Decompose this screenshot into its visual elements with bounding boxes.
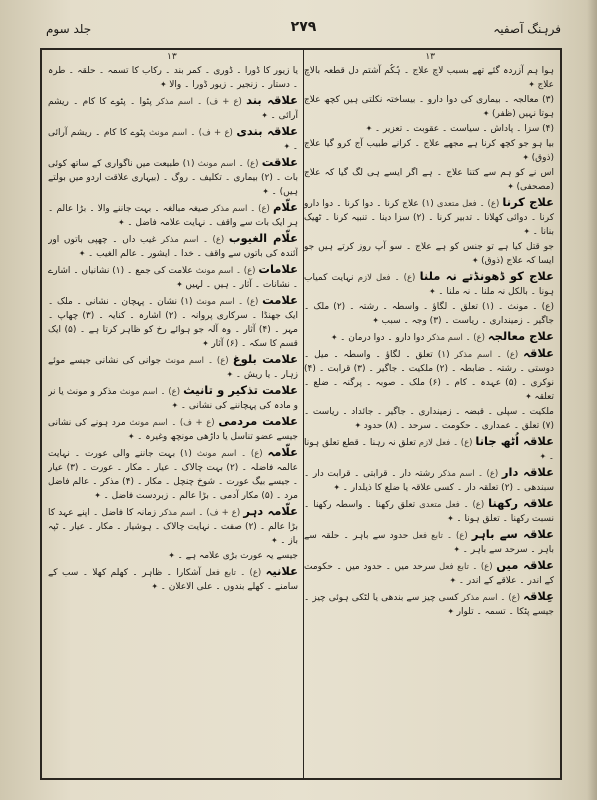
entry-end-mark: ✦ bbox=[127, 432, 138, 441]
column-number-right: ۱۳ bbox=[425, 52, 435, 62]
entry-end-mark: ✦ bbox=[226, 370, 236, 379]
entry-definition: علامت کی جمع ۔ (۱) نشانیاں ۔ اشارے ۔ نشانات ۔ آثار ۔ ہیں ۔ لہیں bbox=[48, 266, 298, 290]
entry-end-mark: ✦ bbox=[271, 536, 281, 545]
entry-headword: علاقت bbox=[261, 155, 298, 169]
entry-headword: علامات bbox=[258, 262, 298, 276]
entry-headword: علامت مردمی bbox=[218, 414, 298, 428]
volume-label: جلد سوم bbox=[46, 22, 92, 36]
dictionary-entry bbox=[48, 262, 298, 292]
entry-end-mark: ✦ bbox=[171, 401, 181, 410]
entry-headword: علاقہ دار bbox=[501, 465, 554, 479]
entry-grammar: (ع) ۔ اسم مونث bbox=[165, 356, 229, 366]
dictionary-entry bbox=[48, 352, 298, 382]
entry-grammar: (ع) ۔ اسم مذکر bbox=[211, 204, 270, 214]
dictionary-entry bbox=[304, 93, 554, 121]
entry-grammar: (ع + ف) ۔ اسم مونث bbox=[129, 418, 215, 428]
dictionary-entry bbox=[48, 200, 298, 230]
entry-end-mark: ✦ bbox=[372, 316, 382, 325]
entry-definition: آشکارا ۔ ظاہر ۔ کھلم کھلا ۔ سب کے سامنے ۔ کھلے بندوں ۔ علی الاعلان ۔ bbox=[48, 568, 298, 592]
entry-headword: علامت bbox=[262, 293, 298, 307]
dictionary-entry bbox=[304, 122, 554, 136]
entry-definition: (۳) معالجہ ۔ بیماری کی دوا دارو ۔ بیساختہ نکلتی ہیں کچھ علاج ہوتا نہیں (ظفر) bbox=[304, 95, 554, 119]
entry-grammar: (ع) ۔ اسم مذکر bbox=[427, 333, 485, 343]
entry-end-mark: ✦ bbox=[449, 576, 459, 585]
dictionary-entry bbox=[48, 293, 298, 351]
entry-headword: علاقہ میں bbox=[496, 558, 554, 572]
entry-definition: کسی چیز سے بندھی یا لٹکی ہوئی چیز ۔ جیسے پٹکا ۔ تسمہ ۔ تلوار bbox=[304, 593, 554, 617]
dictionary-entry bbox=[304, 64, 554, 92]
dictionary-entry bbox=[304, 240, 554, 268]
entry-definition: (۱) نشان ۔ پہچان ۔ نشانی ۔ ملک ۔ ایک جھنڈا ۔ سرکاری پروانہ ۔ (۲) اشارہ ۔ کنایہ ۔ (۳) چھاپ ۔ مہر ۔ (۴) آثار ۔ وہ آلہ جو ہوائے رخ کو ظاہر کرتا ہے ۔ (۵) ایک قسم کا سکہ ۔ (۶) آثار bbox=[48, 297, 298, 349]
dictionary-entry bbox=[48, 414, 298, 444]
entry-grammar: (ع) ۔ فعل لازم bbox=[418, 438, 473, 448]
dictionary-entry bbox=[304, 527, 554, 557]
entry-definition: غیب داں ۔ چھپی باتوں اور آئندہ کی باتوں سے واقف ۔ خدا ۔ ایشور ۔ عالم الغیب ۔ bbox=[48, 235, 298, 259]
dictionary-entry bbox=[48, 549, 298, 563]
dictionary-entry bbox=[304, 269, 554, 299]
entry-grammar: (ع) ۔ فعل متعدی bbox=[436, 199, 500, 209]
right-column bbox=[304, 64, 554, 772]
entry-end-mark: ✦ bbox=[507, 182, 517, 191]
entry-grammar: (ع + ف) ۔ اسم مذکر bbox=[159, 508, 241, 518]
dictionary-entry bbox=[304, 589, 554, 619]
entry-grammar: (ع) ۔ اسم مذکر bbox=[438, 469, 499, 479]
dictionary-entry bbox=[48, 93, 298, 123]
dictionary-entry bbox=[304, 465, 554, 495]
dictionary-entry bbox=[304, 329, 554, 345]
entry-grammar: (ع) ۔ فعل متعدی bbox=[419, 500, 485, 510]
dictionary-entry bbox=[48, 504, 298, 548]
entry-definition: (۱) طبیعت میں ناگواری کے ساتھ کوئی بات ۔ (۲) بیماری ۔ تکلیف ۔ روگ ۔ (بیہاری علاقت اردو میں بولتے ہیں) ۔ bbox=[48, 159, 298, 197]
entry-definition: تعلق رکھنا ۔ واسطہ رکھنا ۔ نسبت رکھنا ۔ تعلق ہونا ۔ bbox=[304, 500, 554, 524]
entry-definition: یا زیور کا ڈورا ۔ ڈوری ۔ کمر بند ۔ رکاب کا تسمہ ۔ حلقہ ۔ طرہ ۔ دستار ۔ زنجیر ۔ زیور ڈورا ۔ والا bbox=[48, 66, 298, 90]
entry-end-mark: ✦ bbox=[94, 491, 104, 500]
entry-definition: بیا ہو جو کچھ کرنا ہے مجھے علاج ۔ کرانے طبیب آج کرو گیا علاج (ذوق) bbox=[304, 139, 554, 163]
entry-headword: علاقہ سے باہر bbox=[471, 527, 554, 541]
entry-end-mark: ✦ bbox=[528, 80, 538, 89]
entry-end-mark: ✦ bbox=[160, 80, 170, 89]
entry-grammar: (ع) ۔ فعل لازم bbox=[357, 273, 416, 283]
entry-definition: اس نے کو ہم سے کتنا علاج ۔ ہے اگر ایسے ہی لگ گیا کہ علاج (مصحفی) bbox=[304, 168, 554, 192]
entry-grammar: (ع) ۔ اسم مونث bbox=[197, 159, 259, 169]
entry-headword: علّامہ دہر bbox=[243, 504, 298, 518]
entry-headword: علّامہ bbox=[267, 445, 298, 459]
entry-definition: ہوا ہم آزردہ گئے تھے بسبب لاچ علاج ۔ ہُکُم آشتم دل قطعہ بالاچ علاج bbox=[304, 66, 554, 90]
dictionary-entry bbox=[48, 231, 298, 261]
entry-end-mark: ✦ bbox=[471, 256, 482, 265]
entry-end-mark: ✦ bbox=[283, 142, 293, 151]
dictionary-entry bbox=[48, 124, 298, 154]
page-edge-shadow bbox=[587, 0, 597, 800]
entry-definition: (ع) ۔ مونث ۔ (۱) تعلق ۔ لگاؤ ۔ واسطہ ۔ رشتہ ۔ (۲) ملک ۔ جاگیر ۔ زمینداری ۔ ریاست ۔ (۳) وجہ ۔ سبب bbox=[304, 302, 554, 326]
entry-headword: علانیہ bbox=[265, 564, 298, 578]
book-title: فرہنگ آصفیہ bbox=[493, 22, 561, 36]
dictionary-entry bbox=[48, 155, 298, 199]
column-number-left: ۱۳ bbox=[167, 52, 177, 62]
entry-headword: علاج کرنا bbox=[502, 195, 554, 209]
entry-end-mark: ✦ bbox=[354, 421, 364, 430]
entry-grammar: (ع) ۔ اسم مذکر bbox=[161, 235, 225, 245]
entry-end-mark: ✦ bbox=[117, 218, 128, 227]
entry-headword: علاقہ رکھنا bbox=[488, 496, 554, 510]
page-header bbox=[40, 18, 567, 42]
entry-definition: (۴) سزا ۔ پاداش ۔ سیاست ۔ عقوبت ۔ تعزیر ۔ bbox=[374, 124, 554, 134]
entry-definition: رشتہ دار ۔ قرابتی ۔ قرابت دار ۔ سبندھی ۔ (۲) تعلقہ دار ۔ کسی علاقہ یا ضلع کا ذیلدار ۔ bbox=[304, 469, 554, 493]
entry-definition: پٹوا ۔ پٹوے کا کام ۔ ریشم آرائی ۔ bbox=[48, 97, 298, 121]
entry-end-mark: ✦ bbox=[522, 153, 532, 162]
entry-grammar: (ع + ف) ۔ اسم مونث bbox=[148, 128, 233, 138]
entry-grammar: (ع) ۔ تابع فعل bbox=[412, 531, 468, 541]
dictionary-entry bbox=[304, 558, 554, 588]
entry-definition: سرحد میں ۔ حدود میں ۔ حکومت کے اندر ۔ علاقے کے اندر ۔ bbox=[304, 562, 554, 586]
entry-definition: صیغہ مبالغہ ۔ بہت جاننے والا ۔ بڑا عالم ۔ ہر ایک بات سے واقف ۔ نہایت علامہ فاضل ۔ bbox=[48, 204, 298, 228]
entry-end-mark: ✦ bbox=[365, 124, 375, 133]
dictionary-entry bbox=[48, 564, 298, 594]
entry-headword: علّام الغیوب bbox=[228, 231, 298, 245]
entry-headword: علاقہ بند bbox=[246, 93, 298, 107]
entry-end-mark: ✦ bbox=[261, 111, 271, 120]
entry-grammar: (ع) ۔ اسم مونث bbox=[196, 449, 263, 459]
dictionary-entry bbox=[304, 166, 554, 194]
entry-definition: مرد ہونے کی نشانی جیسے عضو تناسل یا داڑھی مونچھ وغیرہ ۔ bbox=[48, 418, 298, 442]
entry-definition: (۱) بہت جاننے والی عورت ۔ نہایت عالمہ فاضلہ ۔ (۲) بہت چالاک ۔ عیار ۔ مکار ۔ عورت ۔ (۳) عیار ۔ جیسے بیگ عورت ۔ شوخ چنچل ۔ مکار ۔ (۴) مذکر ۔ عالم فاضل مرد ۔ (۵) مکار آدمی ۔ بڑا عالم ۔ زبردست فاضل ۔ bbox=[48, 449, 298, 501]
text-frame bbox=[40, 48, 562, 780]
entry-headword: علّام bbox=[272, 200, 298, 214]
entry-grammar: (ع) ۔ اسم مذکر bbox=[454, 350, 519, 360]
entry-end-mark: ✦ bbox=[429, 287, 439, 296]
entry-headword: علاج کو ڈھونڈتے نہ ملنا bbox=[419, 269, 554, 283]
entry-grammar: (ع + ف) ۔ اسم مذکر bbox=[156, 97, 242, 107]
entry-end-mark: ✦ bbox=[168, 551, 178, 560]
entry-definition: تعلق نہ رہنا ۔ قطع تعلق ہونا ۔ bbox=[304, 438, 554, 462]
entry-grammar: (ع) ۔ اسم مونث bbox=[195, 266, 256, 276]
entry-definition: نہایت کمیاب ہونا ۔ بالکل نہ ملنا ۔ نہ ملنا ۔ bbox=[304, 273, 554, 297]
entry-definition: جوانی کی نشانی جیسے موئے زہار ۔ یا ریش ۔ bbox=[48, 356, 298, 380]
entry-end-mark: ✦ bbox=[447, 514, 457, 523]
entry-end-mark: ✦ bbox=[333, 483, 343, 492]
entry-end-mark: ✦ bbox=[151, 582, 161, 591]
entry-grammar: (ع) ۔ تابع فعل bbox=[205, 568, 262, 578]
dictionary-entry bbox=[304, 137, 554, 165]
entry-headword: علاقہ بندی bbox=[236, 124, 298, 138]
entry-end-mark: ✦ bbox=[176, 280, 186, 289]
entry-end-mark: ✦ bbox=[482, 109, 493, 118]
entry-end-mark: ✦ bbox=[539, 452, 549, 461]
entry-definition: ملکیت ۔ سپلی ۔ قبضہ ۔ زمینداری ۔ جاگیر ۔ جائداد ۔ ریاست ۔ (۷) تعلق ۔ عمداری ۔ حکومت ۔ سرحد ۔ (۸) حدود bbox=[304, 407, 554, 431]
entry-definition: مذکر و مونث یا نر و مادہ کی پہچاننے کی نشانی ۔ bbox=[48, 387, 298, 411]
entry-headword: علاقہ اُٹھ جانا bbox=[475, 434, 554, 448]
entry-definition: پٹوے کا کام ۔ ریشم آرائی ۔ bbox=[48, 128, 298, 152]
entry-definition: جو قتل کیا ہے تو جنس کو ہے علاج ۔ سو آپ روز کرتے ہیں جو ایسا کہ علاج (ذوق) bbox=[304, 242, 554, 266]
entry-end-mark: ✦ bbox=[453, 545, 463, 554]
entry-definition: (۱) علاج کرنا ۔ دوا کرنا ۔ دوا دارو کرنا ۔ دوائی کھلانا ۔ تدبیر کرنا ۔ (۲) سزا دینا ۔ تنبیہ کرنا ۔ ٹھیک بنانا ۔ bbox=[304, 199, 554, 237]
entry-end-mark: ✦ bbox=[202, 339, 212, 348]
entry-headword: علامت تذکیر و تانیث bbox=[183, 383, 298, 397]
entry-definition: زمانہ کا فاضل ۔ اپنے عہد کا بڑا عالم ۔ (۲) صفت ۔ نہایت چالاک ۔ ہوشیار ۔ مکار ۔ عیار ۔ ٹپہ باز ۔ bbox=[48, 508, 298, 546]
dictionary-entry bbox=[304, 405, 554, 433]
entry-headword: عِلاقہ bbox=[523, 589, 554, 603]
entry-grammar: (ع) ۔ اسم مونث bbox=[119, 387, 181, 397]
entry-grammar: (ع) ۔ اسم مذکر bbox=[461, 593, 521, 603]
entry-definition: (۱) تعلق ۔ لگاؤ ۔ واسطہ ۔ میل ۔ دوستی ۔ رشتہ ۔ ضابطہ ۔ (۲) ملکیت ۔ جاگیر ۔ (۳) قرابت ۔ (۴) نوکری ۔ (۵) عہدہ ۔ کام ۔ (۶) ملک ۔ صوبہ ۔ پرگنہ ۔ ضلع ۔ تعلقہ bbox=[304, 350, 554, 402]
entry-end-mark: ✦ bbox=[330, 333, 341, 342]
entry-end-mark: ✦ bbox=[523, 227, 533, 236]
entry-end-mark: ✦ bbox=[447, 607, 457, 616]
left-column bbox=[48, 64, 298, 772]
entry-grammar: (ع) ۔ تابع فعل bbox=[439, 562, 493, 572]
entry-headword: علاج معالجہ bbox=[487, 329, 554, 343]
entry-end-mark: ✦ bbox=[78, 249, 88, 258]
dictionary-entry bbox=[304, 300, 554, 328]
dictionary-entry bbox=[304, 434, 554, 464]
entry-headword: علاقہ bbox=[523, 346, 554, 360]
dictionary-entry bbox=[48, 383, 298, 413]
entry-definition: دوا دارو ۔ دوا درمان ۔ bbox=[340, 333, 425, 343]
page-number: ۲۷۹ bbox=[290, 19, 317, 35]
entry-end-mark: ✦ bbox=[525, 392, 535, 401]
dictionary-entry bbox=[48, 64, 298, 92]
entry-definition: جیسے یہ عورت بڑی علامہ ہے ۔ bbox=[177, 551, 298, 561]
entry-grammar: (ع) ۔ اسم مونث bbox=[196, 297, 259, 307]
entry-end-mark: ✦ bbox=[262, 187, 272, 196]
dictionary-entry bbox=[304, 496, 554, 526]
entry-definition: حدود سے باہر ۔ حلقہ سے باہر ۔ سرحد سے باہر ۔ bbox=[304, 531, 554, 555]
dictionary-entry bbox=[48, 445, 298, 503]
dictionary-entry bbox=[304, 346, 554, 404]
dictionary-entry bbox=[304, 195, 554, 239]
entry-headword: علامت بلوغ bbox=[232, 352, 298, 366]
